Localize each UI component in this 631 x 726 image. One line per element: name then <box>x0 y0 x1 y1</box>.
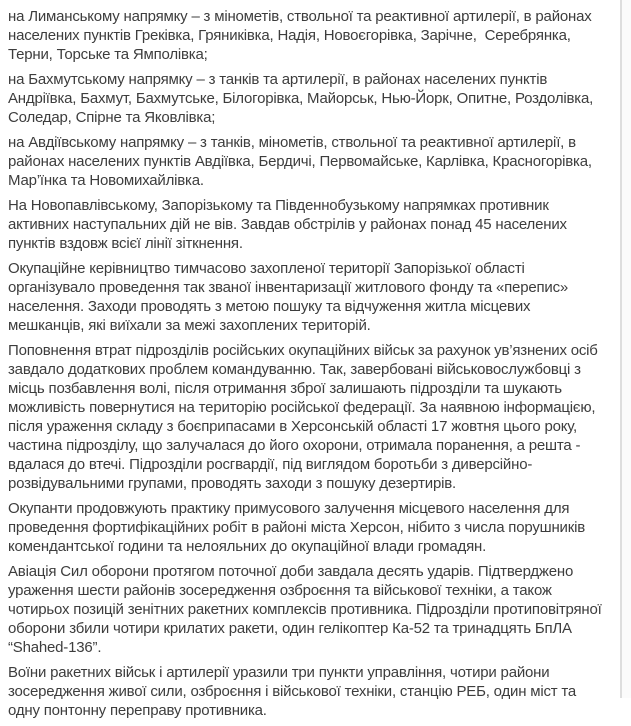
post-paragraph-avdiivka-direction: на Авдіївському напрямку – з танків, мінометів, ствольної та реактивної артилерії, в районах населених пунктів Авдіївка, Бердичі, Первомайське, Карлівка, Красногорівка, Мар’їнка та Новомихайлівка. <box>8 134 596 189</box>
post-paragraph-aviation-strikes: Авіація Сил оборони протягом поточної доби завдала десять ударів. Підтверджено ураження шести районів зосередження озброєння та військової техніки, а також чотирьох позицій зенітних ракетних комплексів противника. Підрозділи протиповітряної оборони збили чотири крилатих ракети, один гелікоптер Ка-52 та тринадцять БпЛА “Shahed-136”. <box>8 563 606 656</box>
post-paragraph-novopavlivske-direction: На Новопавлівському, Запорізькому та Південнобузькому напрямках противник активних наступальних дій не вів. Завдав обстрілів у районах понад 45 населених пунктів вздовж всієї лінії зіткнення. <box>8 197 571 252</box>
post-paragraph-missile-artillery: Воїни ракетних військ і артилерії уразили три пункти управління, чотири райони зосередження живої сили, озброєння і військової техніки, станцію РЕБ, один міст та одну понтонну переправу противника. <box>8 664 581 719</box>
scrollbar-track[interactable] <box>620 0 631 698</box>
post-paragraph-convict-recruits: Поповнення втрат підрозділів російських окупаційних військ за рахунок ув’язнених осіб завдало додаткових проблем командуванню. Так, завербовані військовослужбовці з місць позбавлення волі, після отримання зброї залишають підрозділи та шукають можливість повернутися на територію російської федерації. За наявною інформацією, після ураження складу з боєприпасами в Херсонській області 17 жовтня цього року, частина підрозділу, що залучалася до його охорони, отримала поранення, а решта - вдалася до втечі. Підрозділи росгвардії, під виглядом боротьби з диверсійно-розвідувальними групами, проводять заходи з пошуку дезертирів. <box>8 342 602 492</box>
post-paragraph-liman-direction: на Лиманському напрямку – з мінометів, ствольної та реактивної артилерії, в районах населених пунктів Греківка, Гряниківка, Надія, Новоєгорівка, Зарічне, Серебрянка, Терни, Торське та Ямполівка; <box>8 8 596 63</box>
post-paragraph-bakhmut-direction: на Бахмутському напрямку – з танків та артилерії, в районах населених пунктів Андріївка, Бахмут, Бахмутське, Білогорівка, Майорськ, Нью-Йорк, Опитне, Роздолівка, Соледар, Спірне та Яковлівка; <box>8 71 598 126</box>
post-paragraph-forced-labor: Окупанти продовжують практику примусового залучення місцевого населення для проведення фортифікаційних робіт в районі міста Херсон, нібито з числа порушників комендантської години та нелояльних до окупаційної влади громадян. <box>8 500 589 555</box>
post-paragraph-occupation-inventory: Окупаційне керівництво тимчасово захопленої території Запорізької області організувало проведення так званої інвентаризації житлового фонду та «перепис» населення. Заходи проводять з метою пошуку та відчуження житла місцевих мешканців, які виїхали за межі захоплених територій. <box>8 260 572 334</box>
